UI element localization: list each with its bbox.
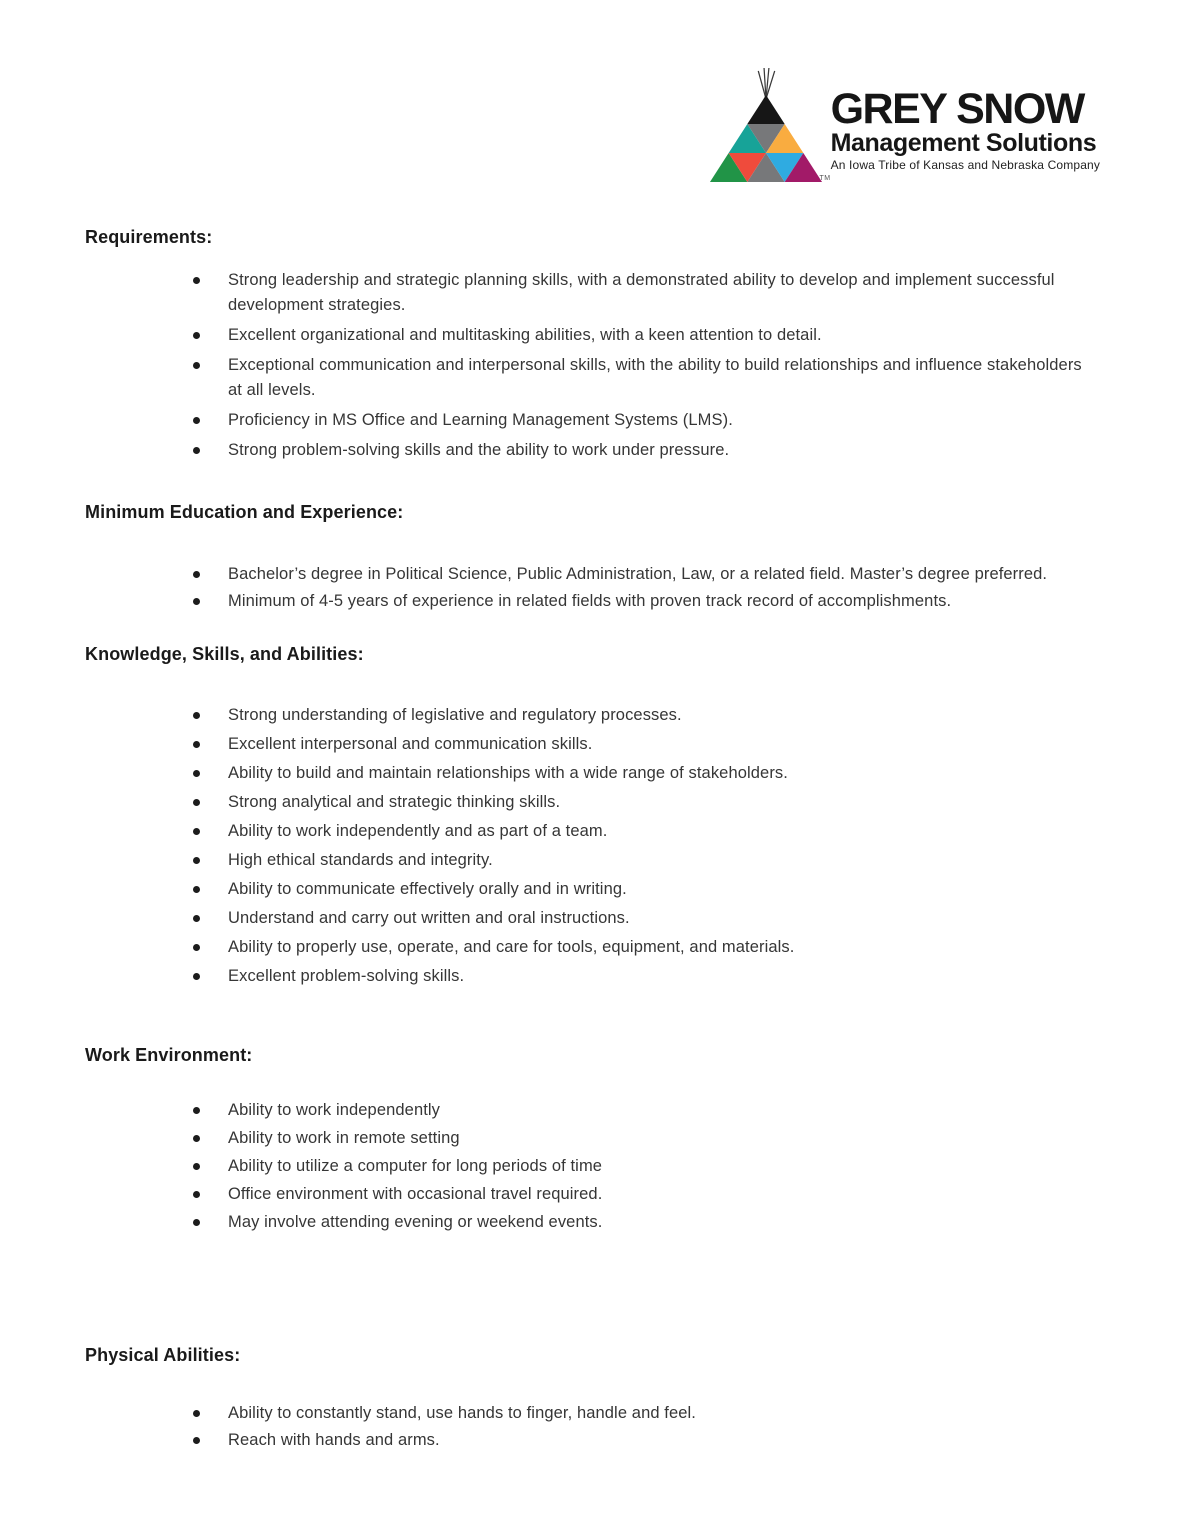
bullet-item: Ability to work independently and as part of a team.	[85, 819, 1100, 844]
bullet-list	[85, 562, 1100, 614]
bullet-item: Strong understanding of legislative and regulatory processes.	[85, 703, 1100, 728]
bullet-item: May involve attending evening or weekend events.	[85, 1210, 1100, 1235]
trademark-symbol: TM	[819, 175, 831, 182]
section-work-environment	[85, 1043, 1100, 1235]
section-knowledge-skills	[85, 642, 1100, 989]
logo-tagline: An Iowa Tribe of Kansas and Nebraska Company	[830, 157, 1100, 172]
section-education-experience	[85, 500, 1100, 614]
teepee-poles	[758, 68, 774, 99]
section-heading: Minimum Education and Experience:	[85, 502, 404, 522]
bullet-item: Proficiency in MS Office and Learning Management Systems (LMS).	[85, 408, 1100, 433]
bullet-list	[85, 703, 1100, 989]
bullet-item: Understand and carry out written and oral instructions.	[85, 906, 1100, 931]
logo-text-block	[831, 66, 1100, 172]
bullet-item: Bachelor’s degree in Political Science, Public Administration, Law, or a related field. Master’s degree preferred.	[85, 562, 1100, 587]
bullet-item: Ability to work in remote setting	[85, 1126, 1100, 1151]
logo-header	[85, 0, 1100, 190]
bullet-item: Ability to utilize a computer for long periods of time	[85, 1154, 1100, 1179]
bullet-item: High ethical standards and integrity.	[85, 848, 1100, 873]
bullet-item: Excellent problem-solving skills.	[85, 964, 1100, 989]
bullet-item: Reach with hands and arms.	[85, 1428, 1100, 1453]
bullet-item: Strong analytical and strategic thinking skills.	[85, 790, 1100, 815]
section-heading: Work Environment:	[85, 1045, 253, 1065]
bullet-item: Ability to communicate effectively orally and in writing.	[85, 877, 1100, 902]
bullet-item: Ability to constantly stand, use hands to finger, handle and feel.	[85, 1401, 1100, 1426]
bullet-list	[85, 1401, 1100, 1453]
bullet-item: Ability to work independently	[85, 1098, 1100, 1123]
bullet-item: Excellent organizational and multitasking abilities, with a keen attention to detail.	[85, 323, 1100, 348]
section-physical-abilities	[85, 1343, 1100, 1453]
company-logo	[709, 66, 1100, 190]
teepee-logo-icon	[709, 66, 831, 186]
bullet-item: Minimum of 4-5 years of experience in related fields with proven track record of accomplishments.	[85, 589, 1100, 614]
bullet-list	[85, 1098, 1100, 1235]
section-heading: Requirements:	[85, 227, 213, 247]
section-heading: Physical Abilities:	[85, 1345, 241, 1365]
section-requirements	[85, 225, 1100, 463]
bullet-item: Exceptional communication and interpersonal skills, with the ability to build relationships and influence stakeholders at all levels.	[85, 353, 1100, 403]
logo-subtitle: Management Solutions	[830, 128, 1097, 157]
logo-title: GREY SNOW	[830, 85, 1084, 133]
teepee-triangle-black	[747, 95, 784, 124]
bullet-item: Strong problem-solving skills and the ability to work under pressure.	[85, 438, 1100, 463]
bullet-list	[85, 268, 1100, 463]
bullet-item: Ability to properly use, operate, and care for tools, equipment, and materials.	[85, 935, 1100, 960]
section-heading: Knowledge, Skills, and Abilities:	[85, 644, 364, 664]
teepee-logo-svg	[709, 66, 823, 184]
bullet-item: Strong leadership and strategic planning skills, with a demonstrated ability to develop and implement successful development strategies.	[85, 268, 1100, 318]
bullet-item: Office environment with occasional travel required.	[85, 1182, 1100, 1207]
bullet-item: Ability to build and maintain relationships with a wide range of stakeholders.	[85, 761, 1100, 786]
bullet-item: Excellent interpersonal and communication skills.	[85, 732, 1100, 757]
